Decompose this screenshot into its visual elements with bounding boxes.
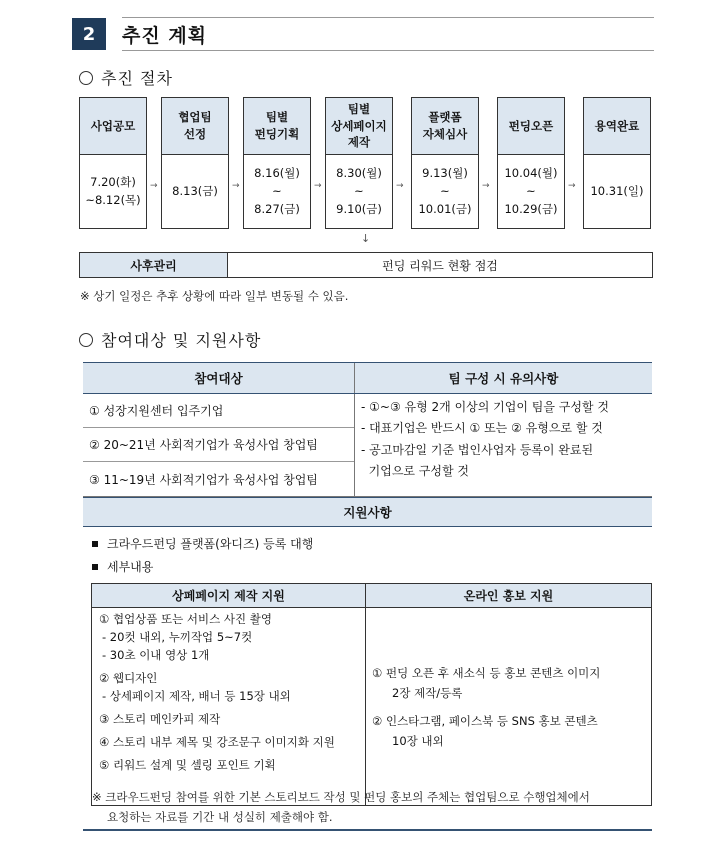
support-bullet bbox=[92, 558, 153, 575]
promo-support-item: ② 인스타그램, 페이스북 등 SNS 홍보 콘텐츠 10장 내외 bbox=[372, 713, 598, 748]
right-arrow-icon: → bbox=[314, 181, 322, 191]
right-arrow-icon: → bbox=[568, 181, 576, 191]
page-support-item: ② 웹디자인 bbox=[99, 671, 158, 685]
target-item: ① 성장지원센터 입주기업 bbox=[83, 394, 354, 428]
procedure-step bbox=[411, 97, 479, 229]
square-bullet-icon bbox=[92, 564, 98, 570]
page-support-item: ③ 스토리 메인카피 제작 bbox=[99, 712, 221, 726]
procedure-step-title: 용역완료 bbox=[584, 98, 650, 155]
procedure-step-date: 8.13(금) bbox=[172, 184, 218, 199]
procedure-step-date: 9.13(월) ~ 10.01(금) bbox=[418, 166, 472, 216]
page-support-list bbox=[92, 608, 365, 805]
procedure-step-title: 팀별 상세페이지 제작 bbox=[326, 98, 392, 155]
target-item: ② 20~21년 사회적기업가 육성사업 창업팀 bbox=[83, 428, 354, 462]
promo-support-list bbox=[365, 608, 651, 805]
support-detail-table bbox=[91, 583, 652, 806]
procedure-step bbox=[583, 97, 651, 229]
after-care-value: 펀딩 리워드 현황 점검 bbox=[382, 258, 498, 273]
target-item: ③ 11~19년 사회적기업가 육성사업 창업팀 bbox=[89, 472, 318, 487]
right-arrow-icon: → bbox=[232, 181, 240, 191]
page-support-item: ① 협업상품 또는 서비스 사진 촬영 bbox=[99, 612, 273, 626]
after-care-row bbox=[79, 252, 653, 278]
procedure-step-date: 10.04(월) ~ 10.29(금) bbox=[504, 166, 558, 216]
page-support-item: ⑤ 리워드 설계 및 셀링 포인트 기획 bbox=[99, 758, 276, 772]
down-arrow-icon: ↓ bbox=[361, 232, 371, 245]
team-note: 기업으로 구성할 것 bbox=[361, 464, 469, 479]
procedure-step-title: 사업공모 bbox=[80, 98, 146, 155]
procedure-step-title: 협업팀 선정 bbox=[162, 98, 228, 155]
right-arrow-icon: → bbox=[482, 181, 490, 191]
procedure-step bbox=[79, 97, 147, 229]
procedure-step bbox=[497, 97, 565, 229]
procedure-step-date: 8.16(월) ~ 8.27(금) bbox=[254, 166, 300, 216]
procedure-step-date: 10.31(일) bbox=[590, 184, 644, 199]
schedule-note: ※ 상기 일정은 추후 상황에 따라 일부 변동될 수 있음. bbox=[80, 289, 349, 303]
page-support-column-header: 상페페이지 제작 지원 bbox=[172, 589, 285, 603]
procedure-step-date: 8.30(월) ~ 9.10(금) bbox=[336, 166, 382, 216]
notes-column-header: 팀 구성 시 유의사항 bbox=[354, 363, 652, 393]
section-title: 추진 계획 bbox=[122, 24, 208, 47]
participation-heading bbox=[79, 328, 261, 351]
procedure-step bbox=[325, 97, 393, 229]
procedure-step bbox=[161, 97, 229, 229]
support-bullet bbox=[92, 535, 313, 552]
team-notes bbox=[354, 394, 652, 496]
team-note: - ①~③ 유형 2개 이상의 기업이 팀을 구성할 것 bbox=[361, 400, 609, 414]
participation-table bbox=[83, 362, 652, 527]
page-support-subitem: - 20컷 내외, 누끼작업 5~7컷 bbox=[102, 630, 253, 644]
support-header: 지원사항 bbox=[83, 497, 652, 527]
page-support-subitem: - 30초 이내 영상 1개 bbox=[102, 648, 210, 662]
team-note: - 대표기업은 반드시 ① 또는 ② 유형으로 할 것 bbox=[361, 421, 603, 436]
procedure-step-title: 팀별 펀딩기획 bbox=[244, 98, 310, 155]
circle-bullet-icon bbox=[79, 333, 93, 347]
right-arrow-icon: → bbox=[150, 181, 158, 191]
support-bullet-text: 세부내용 bbox=[107, 560, 154, 574]
target-list bbox=[83, 394, 354, 496]
participation-table-header bbox=[83, 362, 652, 394]
bottom-rule bbox=[83, 829, 652, 831]
target-column-header: 참여대상 bbox=[194, 371, 243, 386]
procedure-step-date: 7.20(화) ~8.12(목) bbox=[85, 175, 141, 207]
page-support-subitem: - 상세페이지 제작, 배너 등 15장 내외 bbox=[102, 689, 291, 703]
section-rule-bottom bbox=[122, 50, 654, 51]
after-care-label: 사후관리 bbox=[80, 253, 228, 277]
procedure-heading-text: 추진 절차 bbox=[101, 69, 173, 88]
right-arrow-icon: → bbox=[396, 181, 404, 191]
participation-heading-text: 참여대상 및 지원사항 bbox=[101, 331, 262, 350]
support-bullet-text: 크라우드펀딩 플랫폼(와디즈) 등록 대행 bbox=[107, 537, 314, 551]
promo-support-column-header: 온라인 홍보 지원 bbox=[365, 584, 651, 607]
page-support-item: ④ 스토리 내부 제목 및 강조문구 이미지화 지원 bbox=[99, 735, 335, 749]
procedure-step bbox=[243, 97, 311, 229]
support-detail-header bbox=[92, 584, 651, 608]
section-number: 2 bbox=[72, 18, 106, 50]
procedure-step-title: 플랫폼 자체심사 bbox=[412, 98, 478, 155]
team-note: - 공고마감일 기준 법인사업자 등록이 완료된 bbox=[361, 442, 594, 457]
promo-support-item: ① 펀딩 오픈 후 새소식 등 홍보 콘텐츠 이미지 2장 제작/등록 bbox=[372, 665, 601, 700]
procedure-step-title: 펀딩오픈 bbox=[498, 98, 564, 155]
support-note: ※ 크라우드펀딩 참여를 위한 기본 스토리보드 작성 및 펀딩 홍보의 주체는 협업팀으로 수행업체에서 요청하는 자료를 기간 내 성실히 제출해야 함. bbox=[92, 790, 590, 825]
square-bullet-icon bbox=[92, 541, 98, 547]
procedure-heading bbox=[79, 66, 173, 89]
circle-bullet-icon bbox=[79, 71, 93, 85]
